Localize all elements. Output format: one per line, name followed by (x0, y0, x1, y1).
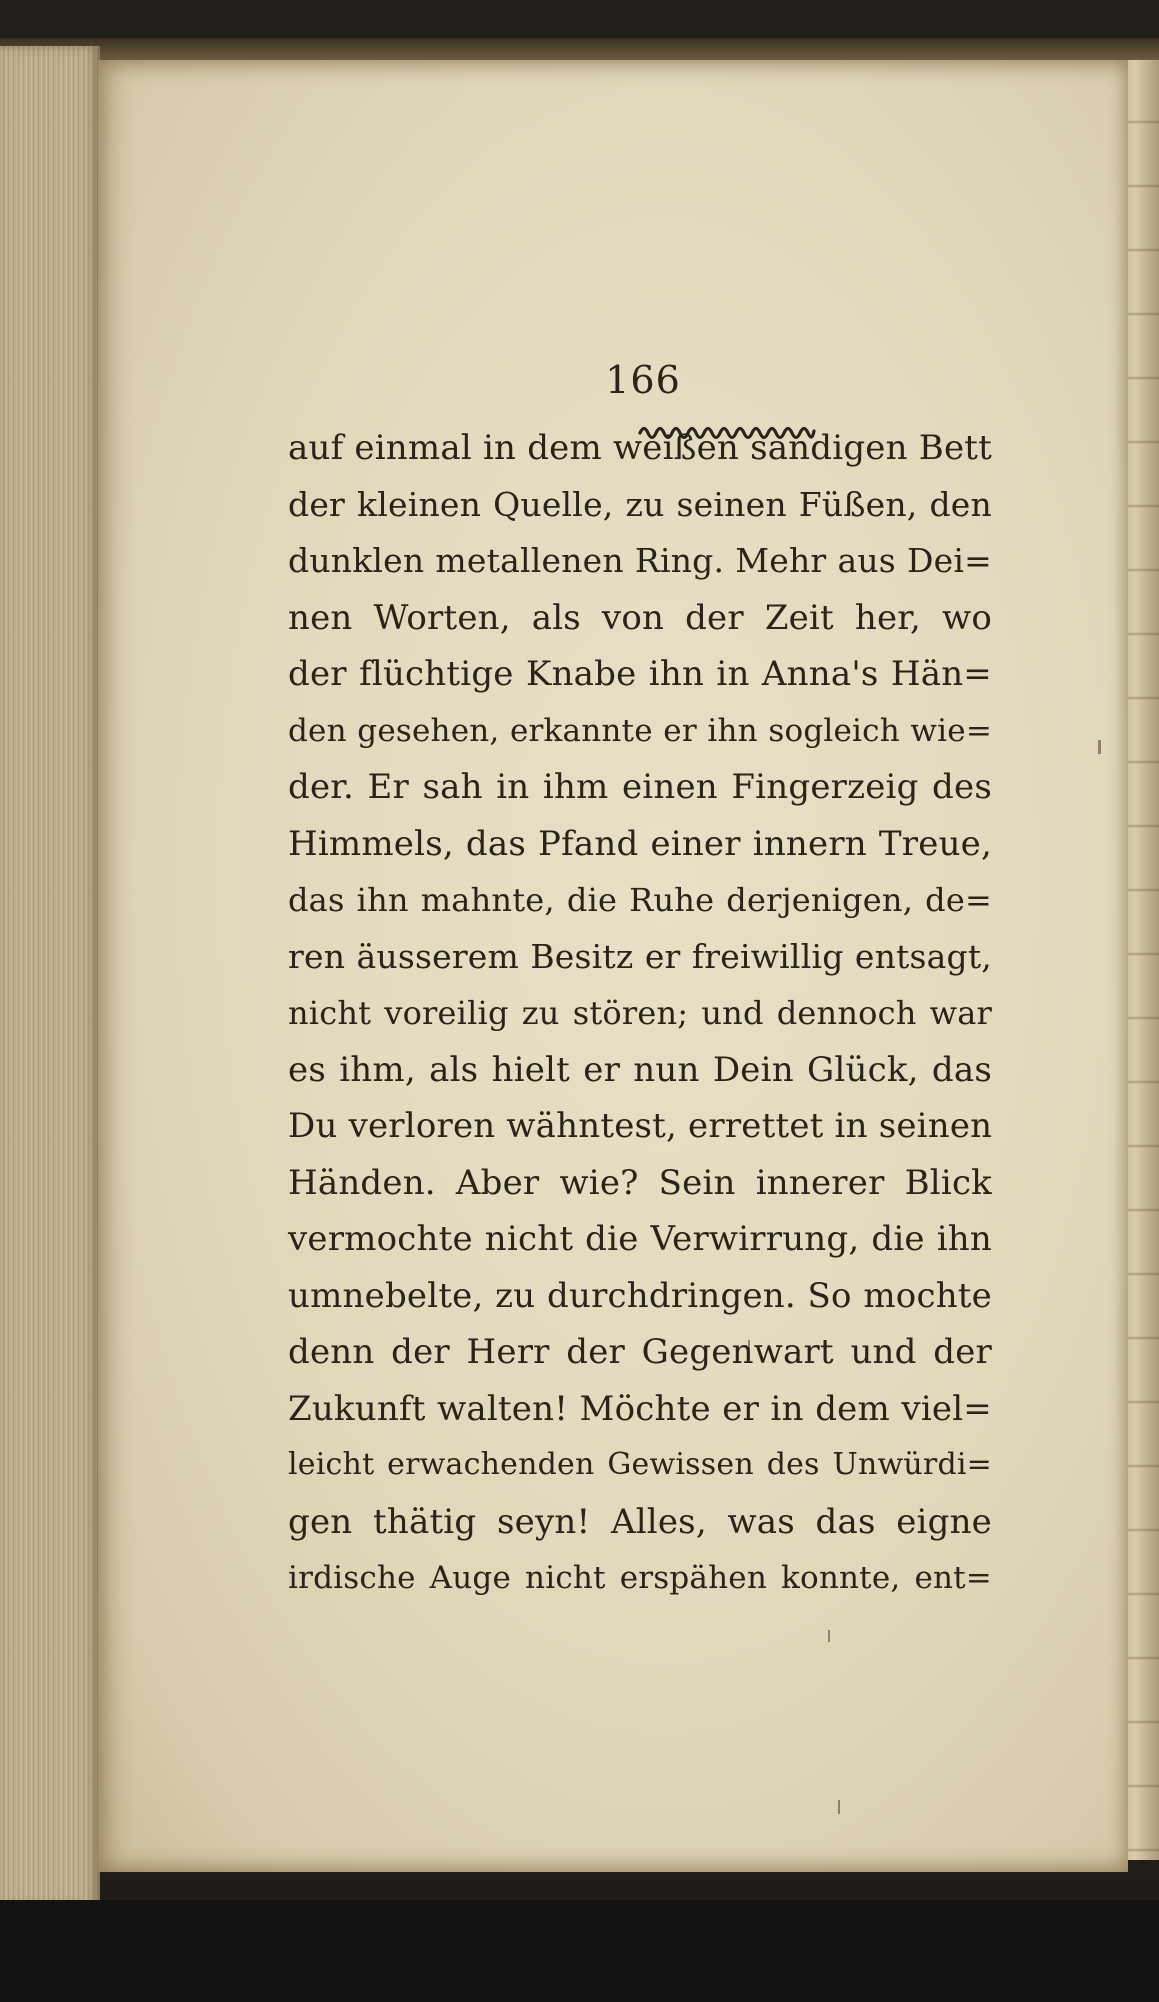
page-number: 166 (605, 358, 681, 402)
text-line: der kleinen Quelle, zu seinen Füßen, den (288, 484, 992, 524)
binding-edge (1128, 60, 1159, 1860)
text-line: es ihm, als hielt er nun Dein Glück, das (288, 1049, 992, 1090)
book-top-edge (0, 38, 1159, 60)
text-line: irdische Auge nicht erspähen konnte, ent= (288, 1560, 992, 1596)
text-line: Händen. Aber wie? Sein innerer Blick (288, 1162, 992, 1203)
text-line: denn der Herr der Gegenwart und der (288, 1332, 992, 1372)
text-line: das ihn mahnte, die Ruhe derjenigen, de= (288, 881, 992, 919)
text-line: umnebelte, zu durchdringen. So mochte (288, 1275, 992, 1316)
text-line: vermochte nicht die Verwirrung, die ihn (288, 1219, 992, 1259)
text-line: der flüchtige Knabe ihn in Anna's Hän= (288, 654, 992, 694)
text-line: leicht erwachenden Gewissen des Unwürdi= (288, 1447, 992, 1482)
text-line: Zukunft walten! Möchte er in dem viel= (288, 1388, 992, 1429)
text-line: nicht voreilig zu stören; und dennoch war (288, 994, 992, 1032)
scan-background-bottom (0, 1900, 1159, 2002)
paper-speck (838, 1800, 840, 1814)
text-line: Du verloren wähntest, errettet in seinen (288, 1106, 993, 1146)
text-line: nen Worten, als von der Zeit her, wo (288, 597, 992, 638)
paper-speck (828, 1630, 830, 1642)
body-text (288, 420, 992, 1607)
text-line: gen thätig seyn! Alles, was das eigne (288, 1501, 992, 1542)
text-line: den gesehen, erkannte er ihn sogleich wie= (288, 712, 992, 749)
text-line: auf einmal in dem weißen sandigen Bett (288, 428, 992, 468)
text-line: dunklen metallenen Ring. Mehr aus Dei= (288, 541, 992, 580)
page-stack-left (0, 46, 100, 1906)
text-line: der. Er sah in ihm einen Fingerzeig des (288, 767, 992, 807)
paper-speck (1098, 740, 1101, 754)
text-line: ren äusserem Besitz er freiwillig entsagt, (288, 936, 992, 976)
text-line: Himmels, das Pfand einer innern Treue, (288, 823, 992, 864)
